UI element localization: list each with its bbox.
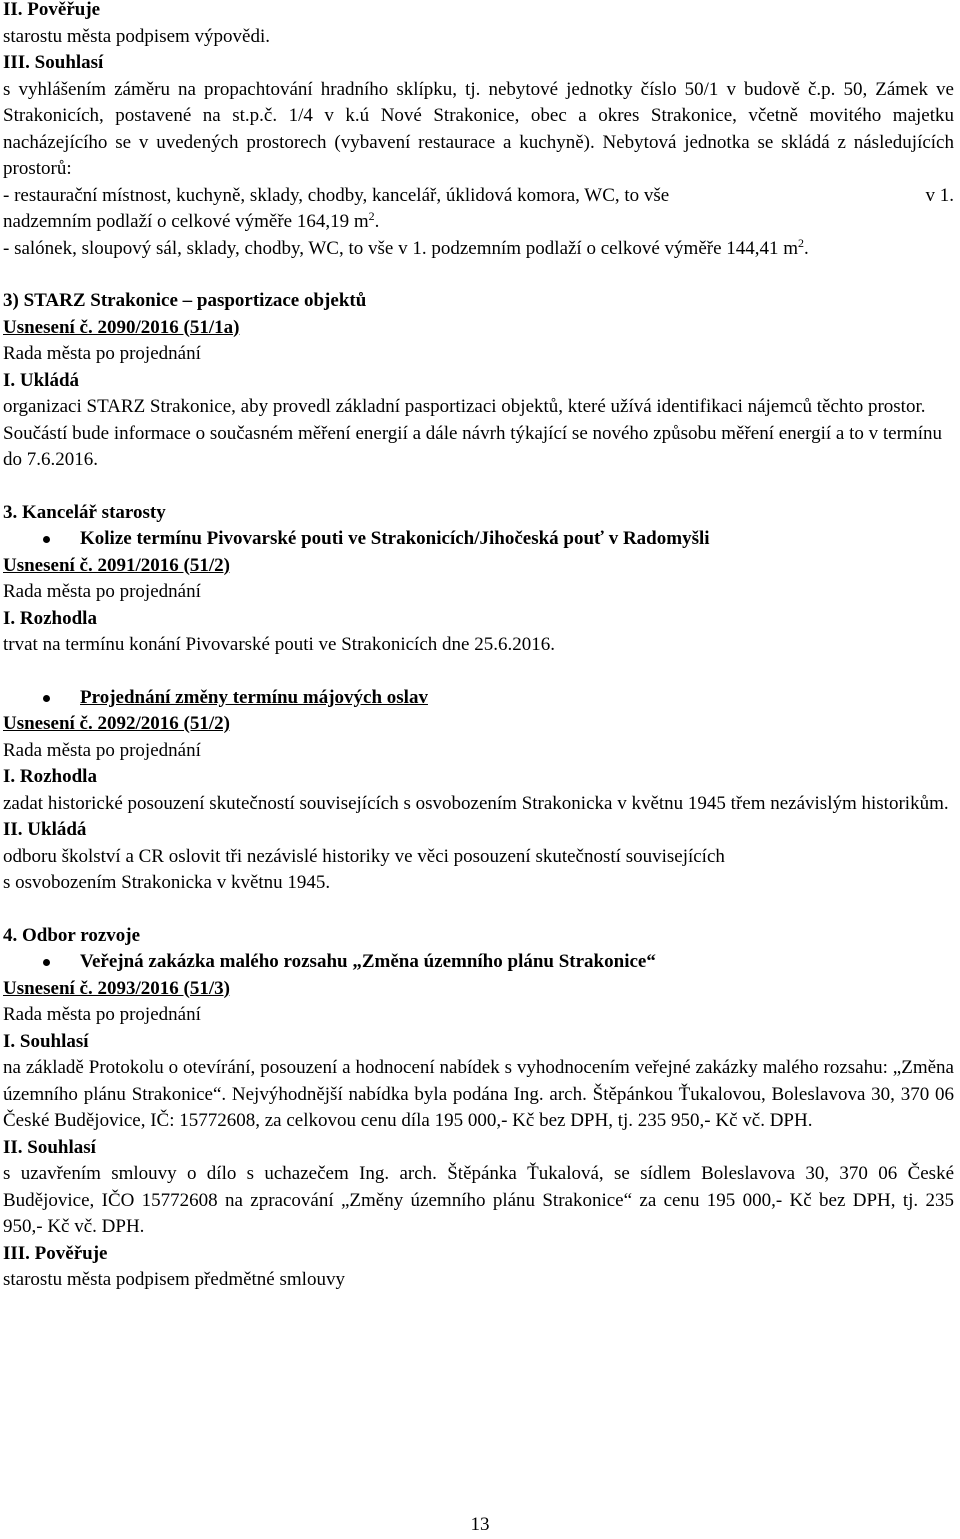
- paragraph-podpis-smlouvy: starostu města podpisem předmětné smlouvy: [3, 1269, 345, 1290]
- bullet-icon: [43, 536, 50, 543]
- period: .: [374, 211, 380, 232]
- heading-uklada: I. Ukládá: [3, 369, 80, 391]
- superscript-2: 2: [798, 235, 805, 250]
- bullet-item-majove-oslavy: [3, 685, 954, 712]
- heading-poveruje: II. Pověřuje: [3, 0, 101, 20]
- document-body: [3, 0, 954, 1294]
- section-title-starz: 3) STARZ Strakonice – pasportizace objektů: [3, 290, 367, 311]
- text-podpis-vypovedi: starostu města podpisem výpovědi.: [3, 25, 271, 47]
- list-item-restaurace: [3, 183, 954, 210]
- spacer: [3, 474, 954, 500]
- page-number: 13: [470, 1514, 490, 1535]
- paragraph-historicke-posouzeni: zadat historické posouzení skutečností souvisejících s osvobozením Strakonicka v květnu 1945 třem nezávislým historikům.: [3, 792, 949, 814]
- paragraph-pivovarska-pout: trvat na termínu konání Pivovarské pouti ve Strakonicích dne 25.6.2016.: [3, 634, 555, 655]
- paragraph-odbor-skolstvi-cont: s osvobozením Strakonicka v květnu 1945.: [3, 872, 331, 893]
- heading-rozhodla: I. Rozhodla: [3, 607, 97, 629]
- usneseni-2092: Usnesení č. 2092/2016 (51/2): [3, 713, 230, 734]
- paragraph-smlouva-o-dilo: s uzavřením smlouvy o dílo s uchazečem Ing. arch. Štěpánka Ťukalová, se sídlem Boleslavova 30, 370 06 České Budějovice, IČO 15772608 na zpracování „Změny územního plánu Strakonice“ za cenu 195 000,- Kč bez DPH, tj. 235 950,- Kč vč. DPH.: [3, 1163, 954, 1237]
- heading-souhlasi: I. Souhlasí: [3, 1030, 89, 1052]
- vymera-nadzemni-value: nadzemním podlaží o celkové výměře 164,19 m: [3, 211, 369, 232]
- paragraph-pasportizace: organizaci STARZ Strakonice, aby provedl základní pasportizaci objektů, které užívá identifikaci nájemců těchto prostor. Součástí bude informace o současném měření energií a dále návrh týkající se nového způsobu měření energií a to v termínu do 7.6.2016.: [3, 396, 942, 470]
- spacer: [3, 659, 954, 685]
- rada-mesta-po-projednani: Rada města po projednání: [3, 343, 201, 364]
- spacer: [3, 262, 954, 288]
- heading-poveruje: III. Pověřuje: [3, 1242, 108, 1264]
- usneseni-2093: Usnesení č. 2093/2016 (51/3): [3, 977, 230, 999]
- bullet-item-kolize-terminu: [3, 526, 954, 553]
- bullet-item-verejna-zakazka: [3, 949, 954, 976]
- rada-mesta-po-projednani: Rada města po projednání: [3, 581, 201, 602]
- paragraph-vyhlaseni-zameru: s vyhlášením záměru na propachtování hradního sklípku, tj. nebytové jednotky číslo 50/1 v budově č.p. 50, Zámek ve Strakonicích, postavené na st.p.č. 1/4 v k.ú Nové Strakonice, obec a okres Strakonice, včetně movitého majetku nacházejícího se v uvedených prostorech (vybavení restaurace a kuchyně). Nebytová jednotka se skládá z následujících prostorů:: [3, 78, 954, 179]
- bullet-icon: [43, 959, 50, 966]
- bullet-item-label: Veřejná zakázka malého rozsahu „Změna územního plánu Strakonice“: [80, 951, 656, 972]
- rada-mesta-po-projednani: Rada města po projednání: [3, 739, 201, 761]
- rada-mesta-po-projednani: Rada města po projednání: [3, 1004, 201, 1025]
- paragraph-odbor-skolstvi: odboru školství a CR oslovit tři nezávislé historiky ve věci posouzení skutečností souvisejících: [3, 845, 725, 867]
- text-vymera-nadzemni: [3, 209, 954, 236]
- usneseni-2091: Usnesení č. 2091/2016 (51/2): [3, 554, 230, 576]
- vymera-podzemni-value: - salónek, sloupový sál, sklady, chodby, WC, to vše v 1. podzemním podlaží o celkové výměře 144,41 m: [3, 237, 799, 259]
- heading-souhlasi: II. Souhlasí: [3, 1136, 96, 1158]
- bullet-item-label: Projednání změny termínu májových oslav: [80, 686, 428, 708]
- period: .: [804, 237, 809, 259]
- bullet-item-label: Kolize termínu Pivovarské pouti ve Strakonicích/Jihočeská pouť v Radomyšli: [80, 528, 710, 549]
- usneseni-2090: Usnesení č. 2090/2016 (51/1a): [3, 316, 240, 338]
- paragraph-protokol-nabidek: na základě Protokolu o otevírání, posouzení a hodnocení nabídek s vyhodnocením veřejné zakázky malého rozsahu: „Změna územního plánu Strakonice“. Nejvýhodnější nabídka byla podána Ing. arch. Štěpánkou Ťukalovou, Boleslavova 30, 370 06 České Budějovice, IČ: 15772608, za celkovou cenu díla 195 000,- Kč bez DPH, tj. 235 950,- Kč vč. DPH.: [3, 1057, 954, 1131]
- list-item-restaurace-text: - restaurační místnost, kuchyně, sklady, chodby, kancelář, úklidová komora, WC, to vše: [3, 184, 670, 206]
- heading-uklada: II. Ukládá: [3, 819, 87, 840]
- bullet-icon: [43, 695, 50, 702]
- superscript-2: 2: [368, 209, 375, 223]
- heading-rozhodla: I. Rozhodla: [3, 766, 97, 787]
- heading-souhlasi: III. Souhlasí: [3, 52, 104, 73]
- list-item-salonek: [3, 236, 954, 263]
- section-title-kancelar-starosty: 3. Kancelář starosty: [3, 501, 166, 523]
- section-title-odbor-rozvoje: 4. Odbor rozvoje: [3, 924, 141, 946]
- list-item-restaurace-end: v 1.: [925, 184, 954, 206]
- spacer: [3, 897, 954, 923]
